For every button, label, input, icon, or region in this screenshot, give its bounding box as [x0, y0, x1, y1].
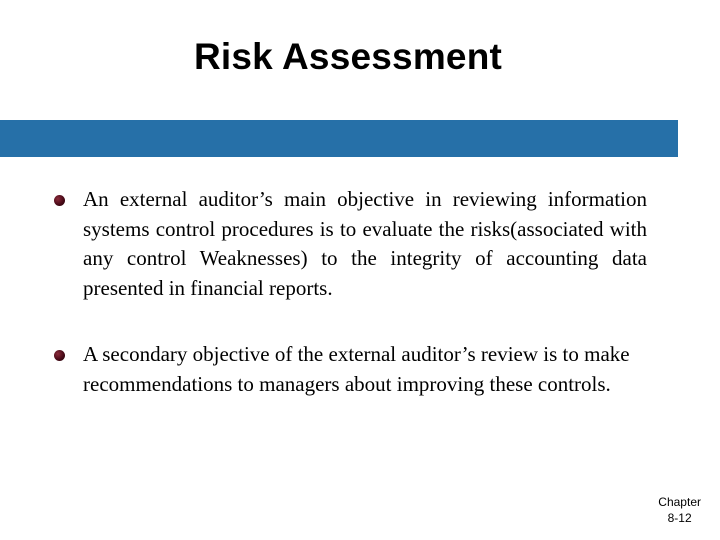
slide-number — [658, 494, 701, 526]
title-divider-band — [0, 120, 678, 157]
bullet-text: An external auditor’s main objective in reviewing information systems control procedures is to evaluate the risks(associated with any control Weaknesses) to the integrity of accounting data presented in financial reports. — [83, 187, 647, 300]
bullet-text: A secondary objective of the external auditor’s review is to make recommendations to managers about improving these controls. — [83, 342, 630, 396]
slide-title: Risk Assessment — [193, 36, 503, 77]
bullet-dot-icon — [54, 350, 65, 361]
chapter-label: Chapter — [658, 495, 701, 509]
bullet-dot-icon — [54, 195, 65, 206]
page-number: 8-12 — [667, 511, 692, 525]
